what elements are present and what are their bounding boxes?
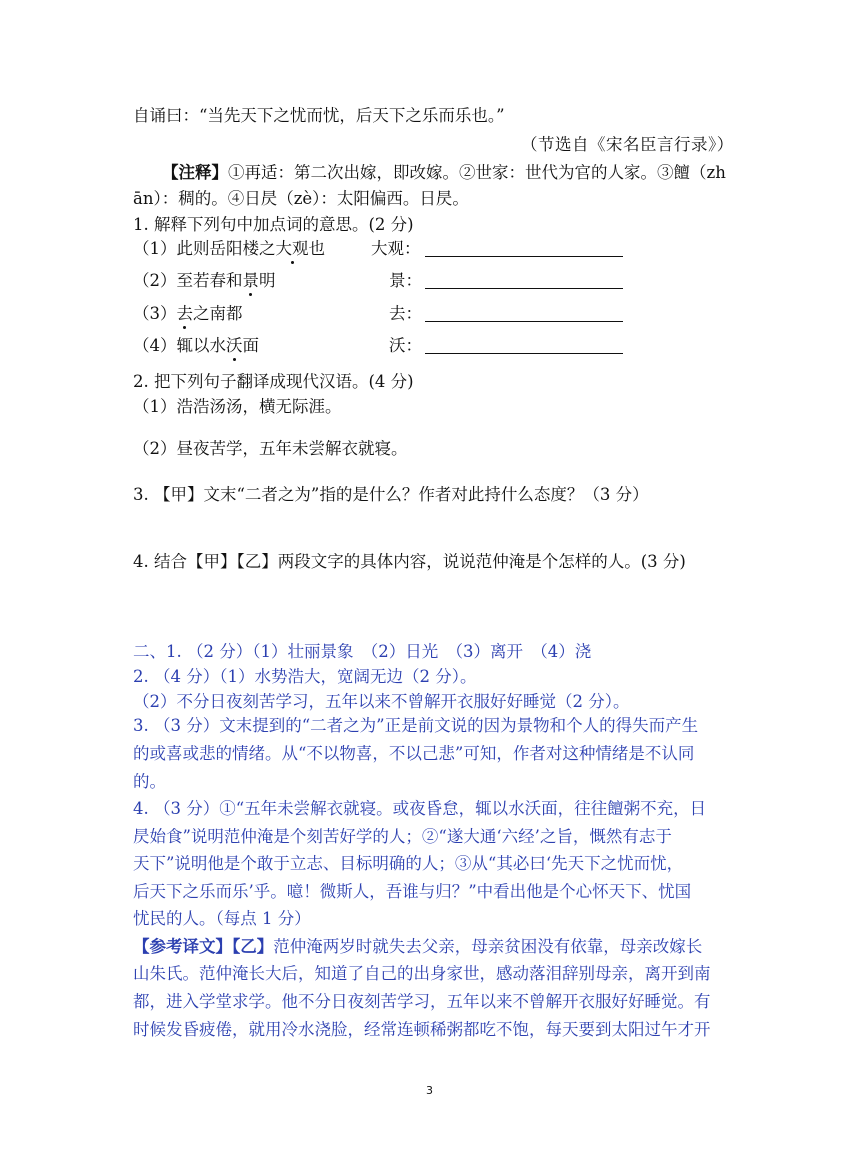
notes-text-1: ①再适：第二次出嫁，即改嫁。②世家：世代为官的人家。③饘（zh [228,163,726,182]
q1-item-4-word-label: 沃： [389,336,422,355]
q1-item-3-number: （3） [133,304,177,323]
translation-line-4: 时候发昏疲倦，就用冷水浇脸，经常连顿稀粥都吃不饱，每天要到太阳过午才开 [133,1020,711,1039]
q1-title: 1. 解释下列句中加点词的意思。(2 分) [133,215,414,234]
q1-item-1-answer-blank[interactable] [425,256,623,257]
answer-4-line-1: 4. （3 分）①“五年未尝解衣就寝。或夜昏怠，辄以水沃面，往往饘粥不充，日 [133,799,707,818]
q4-title: 4. 结合【甲】【乙】两段文字的具体内容，说说范仲淹是个怎样的人。(3 分) [133,552,686,571]
q1-item-1 [133,237,325,261]
q1-item-4-number: （4） [133,336,177,355]
q1-item-4-post: 面 [242,336,259,355]
q1-item-1-number: （1） [133,239,177,258]
answer-4-line-5: 忧民的人。（每点 1 分） [133,909,311,928]
q1-item-2-number: （2） [133,271,177,290]
q2-item-2: （2）昼夜苦学，五年未尝解衣就寝。 [133,439,408,458]
q1-item-4-answer-blank[interactable] [425,353,623,354]
translation-line-2: 山朱氏。范仲淹长大后，知道了自己的出身家世，感动落泪辞别母亲，离开到南 [133,964,711,983]
q1-item-4 [133,334,259,358]
q2-title: 2. 把下列句子翻译成现代汉语。(4 分) [133,372,414,391]
q1-item-3-post: 之南都 [193,304,243,323]
answer-1: 二、1. （2 分）（1）壮丽景象 （2）日光 （3）离开 （4）浇 [133,642,592,661]
answer-3-line-1: 3. （3 分）文末提到的“二者之为”正是前文说的因为景物和个人的得失而产生 [133,716,699,735]
q1-item-2-pre: 至若春和 [176,271,243,290]
q3-title: 3. 【甲】文末“二者之为”指的是什么？作者对此持什么态度？（3 分） [133,485,649,504]
answer-4-line-3: 天下”说明他是个敢于立志、目标明确的人；③从“其必曰‘先天下之忧而忧， [133,854,684,873]
notes-label: 【注释】 [162,163,228,182]
q1-item-2-word-label: 景： [389,271,422,290]
answer-4-line-2: 昃始食”说明范仲淹是个刻苦好学的人；②“遂大通‘六经’之旨，慨然有志于 [133,827,672,846]
q1-item-2-answer-blank[interactable] [425,288,623,289]
q1-item-1-dotted-word: 大观 [276,237,309,261]
translation-label: 【参考译文】【乙】 [133,937,274,956]
q1-item-3 [133,302,243,326]
answer-2-line-1: 2. （4 分）（1）水势浩大，宽阔无边（2 分）。 [133,667,477,686]
q1-item-4-dotted-word: 沃 [226,334,243,358]
q1-item-1-post: 也 [308,239,325,258]
q1-item-3-answer-blank[interactable] [425,321,623,322]
answer-4-line-4: 后天下之乐而乐’乎。噫！微斯人，吾谁与归？”中看出他是个心怀天下、忧国 [133,882,692,901]
q1-item-1-word-label: 大观： [371,239,421,258]
page-number: 3 [426,1084,433,1097]
notes-line-1 [162,161,726,185]
notes-line-2: ān）：稠的。④日昃（zè）：太阳偏西。日昃。 [133,189,469,208]
passage-closing-line: 自诵曰：“当先天下之忧而忧，后天下之乐而乐也。” [133,106,505,125]
q1-item-2-dotted-word: 景 [243,269,260,293]
q1-item-1-pre: 此则岳阳楼之 [176,239,276,258]
q1-item-3-dotted-word: 去 [177,302,194,326]
translation-text-1: 范仲淹两岁时就失去父亲，母亲贫困没有依靠，母亲改嫁长 [273,937,703,956]
q1-item-2 [133,269,276,293]
q1-item-4-pre: 辄以水 [176,336,226,355]
answer-3-line-2: 的或喜或悲的情绪。从“不以物喜，不以己悲”可知，作者对这种情绪是不认同 [133,744,695,763]
q1-item-2-post: 明 [259,271,276,290]
passage-source: （节选自《宋名臣言行录》） [521,135,734,154]
translation-line-1 [133,935,702,959]
q1-item-3-word-label: 去： [389,304,422,323]
translation-line-3: 都，进入学堂求学。他不分日夜刻苦学习，五年以来不曾解开衣服好好睡觉。有 [133,992,711,1011]
answer-3-line-3: 的。 [133,772,166,791]
q2-item-1: （1）浩浩汤汤，横无际涯。 [133,397,342,416]
answer-2-line-2: （2）不分日夜刻苦学习，五年以来不曾解开衣服好好睡觉（2 分）。 [133,692,630,711]
